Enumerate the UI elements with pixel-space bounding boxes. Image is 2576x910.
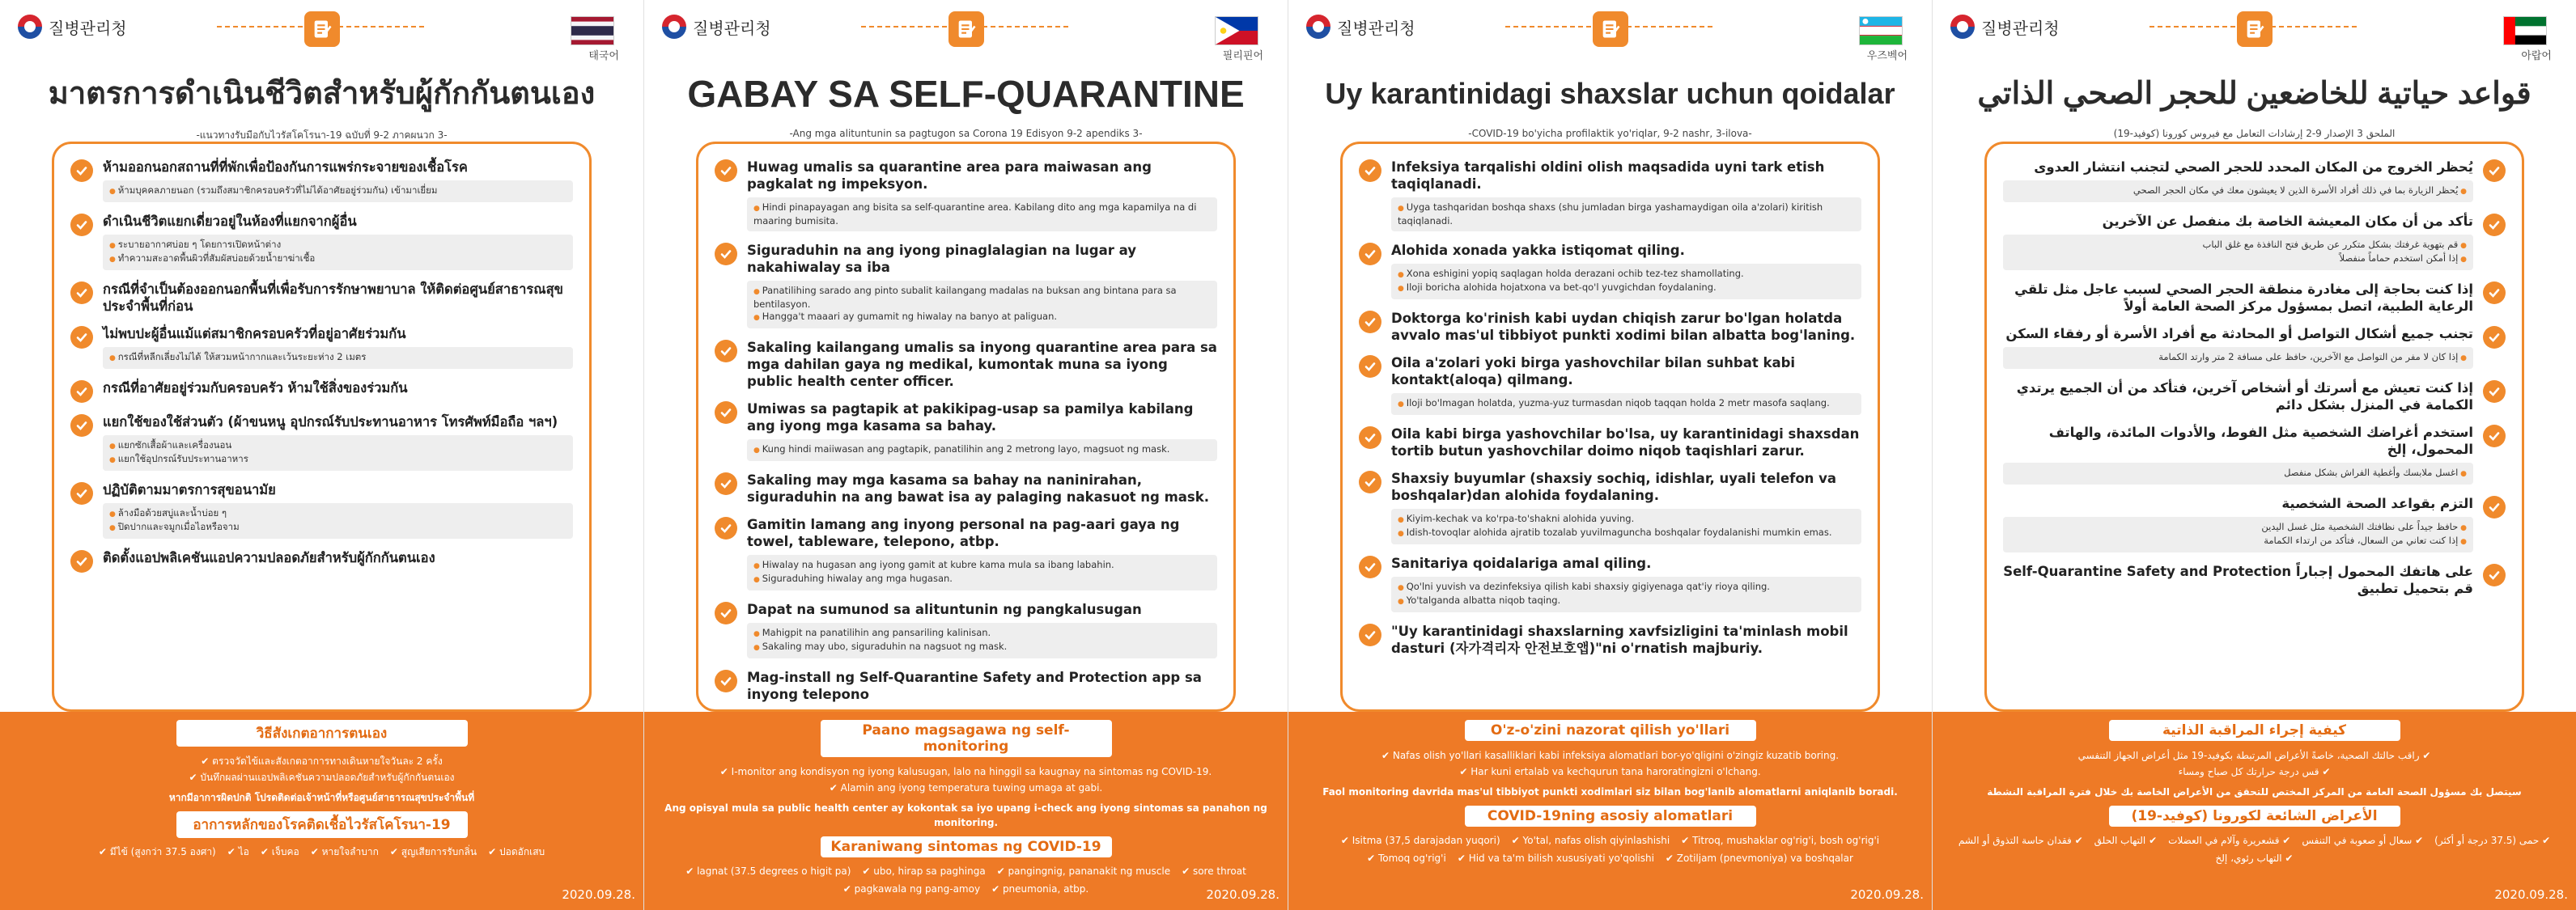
- monitor-line: ✔ قس درجة حرارتك كل صباح ومساء: [1947, 764, 2561, 780]
- rule-heading: Dapat na sumunod sa alituntunin ng pangkalusugan: [747, 602, 1142, 617]
- rule-item: [2003, 159, 2506, 202]
- agency-name: 질병관리청: [1981, 18, 2060, 38]
- rule-heading: ไม่พบปะผู้อื่นแม้แต่สมาชิกครอบครัวที่อยู่อาศัยร่วมกัน: [103, 326, 406, 341]
- detail-line: ● ปิดปากและจมูกเมื่อไอหรือจาม: [109, 521, 567, 535]
- rule-heading: Sakaling may mga kasama sa bahay na naninirahan, siguraduhin na ang bawat isa ay palaging nakasuot ng mask.: [747, 472, 1209, 505]
- check-icon: [1359, 355, 1381, 378]
- check-icon: [2483, 159, 2506, 182]
- issue-date: 2020.09.28.: [1850, 887, 1924, 902]
- check-icon: [70, 550, 93, 573]
- monitoring-footer: [644, 712, 1288, 910]
- symptom-item: ✔ ปอดอักเสบ: [488, 843, 545, 861]
- rule-item: [1359, 555, 1861, 612]
- item-details: [103, 235, 573, 270]
- poster-panel: [0, 0, 644, 910]
- rule-item: [70, 481, 573, 539]
- rule-heading: إذا كنت بحاجة إلى مغادرة منطقة الحجر الصحي لسبب عاجل مثل تلقي الرعاية الطبية، اتصل بمسؤول مركز الصحة العامة أولاً: [2014, 281, 2473, 314]
- symptom-item: ✔ Tomoq og'rig'i: [1367, 849, 1446, 867]
- detail-line: ● ล้างมือด้วยสบู่และน้ำบ่อย ๆ: [109, 507, 567, 521]
- check-icon: [2483, 564, 2506, 586]
- rule-item: [1359, 354, 1861, 415]
- rule-item: [70, 159, 573, 202]
- rule-item: [70, 379, 573, 403]
- symptom-list: [1949, 832, 2560, 867]
- rule-heading: กรณีที่จำเป็นต้องออกนอกพื้นที่เพื่อรับการรักษาพยาบาล ให้ติดต่อศูนย์สาธารณสุขประจำพื้นที่ก่อน: [103, 281, 563, 314]
- item-details: [103, 435, 573, 471]
- check-icon: [70, 214, 93, 236]
- poster-panel: [1288, 0, 1933, 910]
- rule-heading: Mag-install ng Self-Quarantine Safety and Protection app sa inyong telepono: [747, 670, 1202, 702]
- issue-date: 2020.09.28.: [2494, 887, 2568, 902]
- language-label: 태국어: [588, 50, 619, 62]
- check-icon: [1359, 556, 1381, 578]
- rule-heading: กรณีที่อาศัยอยู่ร่วมกับครอบครัว ห้ามใช้สิ่งของร่วมกัน: [103, 380, 408, 396]
- taegeuk-icon: [1306, 15, 1330, 39]
- check-icon: [1359, 159, 1381, 182]
- rule-item: [2003, 213, 2506, 270]
- symptom-item: ✔ التهاب رئوي، إلخ: [2216, 849, 2294, 867]
- check-icon: [715, 472, 737, 495]
- symptoms-title: อาการหลักของโรคติดเชื้อไวรัสโคโรนา-19: [176, 811, 468, 838]
- rule-heading: إذا كنت تعيش مع أسرتك أو أشخاص آخرين، فتأكد من أن الجميع يرتدي الكمامة في المنزل بشكل دائم: [2016, 380, 2473, 413]
- poster-subtitle: الملحق 3 الإصدار 9-2 إرشادات التعامل مع فيروس كورونا (كوفيد-19): [2113, 128, 2396, 139]
- item-details: [747, 439, 1217, 461]
- check-icon: [715, 602, 737, 624]
- rule-item: [715, 159, 1217, 231]
- rule-heading: แยกใช้ของใช้ส่วนตัว (ผ้าขนหนู อุปกรณ์รับประทานอาหาร โทรศัพท์มือถือ ฯลฯ): [103, 414, 558, 430]
- rule-heading: على هاتفك المحمول إجباراً Self-Quarantine Safety and Protection قم بتحميل تطبيق: [2003, 564, 2473, 596]
- symptom-item: ✔ التهاب الحلق: [2094, 832, 2158, 849]
- rule-heading: Doktorga ko'rinish kabi uydan chiqish zarur bo'lgan holatda avvalo mas'ul tibbiyot punkti xodimi bilan albatta bog'laning.: [1391, 311, 1856, 343]
- rule-item: [715, 669, 1217, 703]
- agency-logo: [1306, 15, 1415, 39]
- rule-item: [70, 413, 573, 471]
- rule-item: [70, 549, 573, 573]
- detail-line: ● يُحظر الزيارة بما في ذلك أفراد الأسرة الذين لا يعيشون معك في مكان الحجر الصحي: [2009, 184, 2467, 198]
- monitoring-footer: [1288, 712, 1932, 910]
- check-icon: [1359, 624, 1381, 646]
- agency-name: 질병관리청: [49, 18, 127, 38]
- rule-heading: Sanitariya qoidalariga amal qiling.: [1391, 556, 1652, 571]
- rule-heading: Shaxsiy buyumlar (shaxsiy sochiq, idishlar, uyali telefon va boshqalar)dan alohida foydalaning.: [1391, 471, 1837, 503]
- rule-item: [715, 516, 1217, 590]
- rule-item: [70, 213, 573, 270]
- rule-heading: التزم بقواعد الصحة الشخصية: [2281, 496, 2473, 511]
- symptoms-title: الأعراض الشائعة لكورونا (كوفيد-19): [2109, 806, 2400, 827]
- detail-line: ● Kung hindi maiiwasan ang pagtapik, panatilihin ang 2 metrong layo, magsuot ng mask.: [753, 443, 1211, 457]
- rule-item: [715, 601, 1217, 658]
- rule-item: [2003, 281, 2506, 315]
- symptom-item: ✔ pangingnig, pananakit ng muscle: [997, 862, 1170, 880]
- rule-heading: Alohida xonada yakka istiqomat qiling.: [1391, 243, 1685, 258]
- memo-icon: [1593, 11, 1628, 47]
- rule-item: [1359, 310, 1861, 344]
- item-details: [747, 623, 1217, 658]
- poster-title: GABAY SA SELF-QUARANTINE: [687, 73, 1245, 115]
- rules-card: [52, 142, 592, 712]
- monitor-line: ✔ บันทึกผลผ่านแอปพลิเคชันความปลอดภัยสำหรับผู้กักกันตนเอง: [15, 769, 629, 785]
- check-icon: [1359, 311, 1381, 333]
- memo-icon: [948, 11, 984, 47]
- detail-line: ● إذا كان لا مفر من التواصل مع الآخرين، حافظ على مسافة 2 متر وارتد الكمامة: [2009, 351, 2467, 365]
- symptom-item: ✔ Hid va ta'm bilish xususiyati yo'qolishi: [1458, 849, 1654, 867]
- monitoring-title: O'z-o'zini nazorat qilish yo'llari: [1465, 720, 1756, 741]
- rule-item: [70, 325, 573, 369]
- check-icon: [1359, 243, 1381, 265]
- rule-item: [2003, 563, 2506, 597]
- symptom-item: ✔ Yo'tal, nafas olish qiyinlashishi: [1512, 832, 1670, 849]
- check-icon: [1359, 471, 1381, 493]
- check-icon: [70, 482, 93, 505]
- memo-icon: [2237, 11, 2273, 47]
- issue-date: 2020.09.28.: [1206, 887, 1280, 902]
- country-flag-icon: [1859, 16, 1903, 45]
- rule-heading: Oila a'zolari yoki birga yashovchilar bilan suhbat kabi kontakt(aloqa) qilmang.: [1391, 355, 1796, 387]
- rule-heading: Infeksiya tarqalishi oldini olish maqsadida uyni tark etish taqiqlanadi.: [1391, 159, 1825, 192]
- check-icon: [715, 517, 737, 540]
- rule-heading: Sakaling kailangang umalis sa inyong quarantine area para sa mga dahilan gaya ng medikal, kumontak muna sa iyong public health center officer.: [747, 340, 1217, 389]
- rule-item: [715, 242, 1217, 328]
- item-details: [2003, 235, 2473, 270]
- rule-item: [715, 472, 1217, 506]
- agency-logo: [1950, 15, 2060, 39]
- agency-name: 질병관리청: [693, 18, 771, 38]
- check-icon: [2483, 380, 2506, 403]
- detail-line: ● Sakaling may ubo, siguraduhin na nagsuot ng mask.: [753, 641, 1211, 654]
- monitor-line: ✔ Nafas olish yo'llari kasalliklari kabi infeksiya alomatlari bor-yo'qligini o'zingiz kuzatib boring.: [1303, 747, 1917, 764]
- rules-card: [696, 142, 1236, 712]
- rule-heading: Gamitin lamang ang inyong personal na pag-aari gaya ng towel, tableware, telepono, atbp.: [747, 517, 1180, 549]
- taegeuk-icon: [1950, 15, 1975, 39]
- language-label: 필리핀어: [1222, 50, 1263, 62]
- detail-line: ● Hiwalay na hugasan ang iyong gamit at kubre kama mula sa ibang labahin.: [753, 559, 1211, 573]
- poster-title: Uy karantinidagi shaxslar uchun qoidalar: [1325, 77, 1895, 110]
- monitor-line: ✔ Har kuni ertalab va kechqurun tana haroratingizni o'lchang.: [1303, 764, 1917, 780]
- poster-subtitle: -COVID-19 bo'yicha profilaktik yo'riqlar, 9-2 nashr, 3-ilova-: [1468, 128, 1752, 139]
- monitor-line: ✔ راقب حالتك الصحية، خاصةً الأعراض المرتبطة بكوفيد-19 مثل أعراض الجهاز التنفسي: [1947, 747, 2561, 764]
- check-icon: [715, 401, 737, 424]
- check-icon: [2483, 214, 2506, 236]
- check-icon: [715, 243, 737, 265]
- check-icon: [2483, 425, 2506, 447]
- rule-item: [1359, 242, 1861, 299]
- symptom-item: ✔ Zotiljam (pnevmoniya) va boshqalar: [1666, 849, 1853, 867]
- taegeuk-icon: [18, 15, 42, 39]
- detail-line: ● Siguraduhing hiwalay ang mga hugasan.: [753, 573, 1211, 586]
- symptom-item: ✔ สูญเสียการรับกลิ่น: [390, 843, 477, 861]
- item-details: [1391, 393, 1861, 415]
- detail-line: ● Iloji boricha alohida hojatxona va bet-qo'l yuvgichdan foydalaning.: [1398, 281, 1855, 295]
- detail-line: ● Hangga't maaari ay gumamit ng hiwalay na banyo at paliguan.: [753, 311, 1211, 324]
- item-details: [747, 555, 1217, 590]
- rule-item: [2003, 495, 2506, 552]
- symptom-item: ✔ มีไข้ (สูงกว่า 37.5 องศา): [99, 843, 216, 861]
- detail-line: ● ห้ามบุคคลภายนอก (รวมถึงสมาชิกครอบครัวที่ไม่ได้อาศัยอยู่ร่วมกัน) เข้ามาเยี่ยม: [109, 184, 567, 198]
- detail-line: ● กรณีที่หลีกเลี่ยงไม่ได้ ให้สวมหน้ากากและเว้นระยะห่าง 2 เมตร: [109, 351, 567, 365]
- poster-panel: [1933, 0, 2576, 910]
- detail-line: ● ระบายอากาศบ่อย ๆ โดยการเปิดหน้าต่าง: [109, 239, 567, 252]
- check-icon: [715, 159, 737, 182]
- rule-item: [2003, 424, 2506, 485]
- check-icon: [715, 340, 737, 362]
- rule-item: [1359, 623, 1861, 657]
- monitoring-footer: [1933, 712, 2576, 910]
- memo-icon: [304, 11, 340, 47]
- check-icon: [70, 159, 93, 182]
- monitoring-note: หากมีอาการผิดปกติ โปรดติดต่อเจ้าหน้าที่หรือศูนย์สาธารณสุขประจำพื้นที่: [168, 792, 475, 803]
- check-icon: [70, 380, 93, 403]
- monitor-line: ✔ Alamin ang iyong temperatura tuwing umaga at gabi.: [659, 780, 1273, 796]
- detail-line: ● اغسل ملابسك وأغطية الفراش بشكل منفصل: [2009, 467, 2467, 480]
- rule-item: [715, 400, 1217, 461]
- check-icon: [1359, 426, 1381, 449]
- check-icon: [70, 281, 93, 304]
- item-details: [103, 347, 573, 369]
- symptom-item: ✔ sore throat: [1182, 862, 1246, 880]
- detail-line: ● إذا أمكن استخدم حماماً منفصلاً: [2009, 252, 2467, 266]
- check-icon: [2483, 326, 2506, 349]
- language-label: 아랍어: [2521, 50, 2552, 62]
- check-icon: [2483, 496, 2506, 518]
- monitor-line: ✔ ตรวจวัดไข้และสังเกตอาการทางเดินหายใจวันละ 2 ครั้ง: [15, 753, 629, 769]
- rule-item: [70, 281, 573, 315]
- rule-heading: Huwag umalis sa quarantine area para maiwasan ang pagkalat ng impeksyon.: [747, 159, 1152, 192]
- detail-line: ● إذا كنت تعاني من السعال، فتأكد من ارتداء الكمامة: [2009, 535, 2467, 548]
- rule-heading: Oila kabi birga yashovchilar bo'lsa, uy karantinidagi shaxsdan tortib butun yashovchilar doimo niqob taqishlari zarur.: [1391, 426, 1860, 459]
- symptoms-title: COVID-19ning asosiy alomatlari: [1465, 806, 1756, 827]
- detail-line: ● Kiyim-kechak va ko'rpa-to'shakni alohida yuving.: [1398, 513, 1855, 527]
- poster-panel: [644, 0, 1288, 910]
- symptom-item: ✔ pneumonia, atbp.: [991, 880, 1089, 898]
- detail-line: ● แยกใช้อุปกรณ์รับประทานอาหาร: [109, 453, 567, 467]
- symptom-item: ✔ ubo, hirap sa paghinga: [862, 862, 985, 880]
- rule-heading: ดำเนินชีวิตแยกเดี่ยวอยู่ในห้องที่แยกจากผู้อื่น: [103, 214, 357, 229]
- detail-line: ● ทำความสะอาดพื้นผิวที่สัมผัสบ่อยด้วยน้ำยาฆ่าเชื้อ: [109, 252, 567, 266]
- symptom-item: ✔ Titroq, mushaklar og'rig'i, bosh og'rig'i: [1681, 832, 1879, 849]
- detail-line: ● Iloji bo'lmagan holatda, yuzma-yuz turmasdan niqob taqqan holda 2 metr masofa saqlang.: [1398, 397, 1855, 411]
- symptom-item: ✔ حمى (37.5 درجة أو أكثر): [2434, 832, 2550, 849]
- monitoring-title: Paano magsagawa ng self-monitoring: [821, 720, 1112, 757]
- rule-item: [1359, 425, 1861, 459]
- agency-logo: [662, 15, 771, 39]
- symptom-list: [660, 862, 1271, 898]
- detail-line: ● Yo'talganda albatta niqob taqing.: [1398, 595, 1855, 608]
- item-details: [103, 503, 573, 539]
- symptom-item: ✔ ไอ: [227, 843, 249, 861]
- rule-heading: Umiwas sa pagtapik at pakikipag-usap sa pamilya kabilang ang iyong mga kasama sa bahay.: [747, 401, 1194, 434]
- detail-line: ● حافظ جيداً على نظافتك الشخصية مثل غسل اليدين: [2009, 521, 2467, 535]
- rule-item: [1359, 159, 1861, 231]
- monitoring-footer: [0, 712, 643, 910]
- issue-date: 2020.09.28.: [562, 887, 635, 902]
- agency-logo: [18, 15, 127, 39]
- item-details: [1391, 264, 1861, 299]
- rule-heading: استخدم أغراضك الشخصية مثل الفوط، والأدوات المائدة، والهاتف المحمول، إلخ: [2048, 425, 2473, 457]
- item-details: [2003, 517, 2473, 552]
- detail-line: ● قم بتهوية غرفتك بشكل متكرر عن طريق فتح النافذة مع غلق الباب: [2009, 239, 2467, 252]
- item-details: [2003, 347, 2473, 369]
- symptom-item: ✔ pagkawala ng pang-amoy: [843, 880, 980, 898]
- monitor-line: ✔ I-monitor ang kondisyon ng iyong kalusugan, lalo na hinggil sa kaugnay na sintomas ng COVID-19.: [659, 764, 1273, 780]
- item-details: [1391, 509, 1861, 544]
- symptom-item: ✔ فقدان حاسة التذوق أو الشم: [1959, 832, 2083, 849]
- symptom-item: ✔ เจ็บคอ: [261, 843, 299, 861]
- rule-item: [1359, 470, 1861, 544]
- detail-line: ● Idish-tovoqlar alohida ajratib tozalab yuvilmaguncha boshqalar foydalanishi mumkin emas.: [1398, 527, 1855, 540]
- monitoring-note: سيتصل بك مسؤول الصحة العامة من المركز المختص للتحقق من الأعراض الخاصة بك خلال فترة المراقبة النشطة: [1987, 786, 2522, 798]
- rule-item: [2003, 325, 2506, 369]
- check-icon: [70, 414, 93, 437]
- rules-card: [1340, 142, 1880, 712]
- taegeuk-icon: [662, 15, 686, 39]
- rule-heading: يُحظر الخروج من المكان المحدد للحجر الصحي لتجنب انتشار العدوى: [2034, 159, 2473, 175]
- poster-subtitle: -แนวทางรับมือกับไวรัสโคโรนา-19 ฉบับที่ 9-2 ภาคผนวก 3-: [196, 129, 448, 141]
- agency-name: 질병관리청: [1337, 18, 1415, 38]
- detail-line: ● แยกซักเสื้อผ้าและเครื่องนอน: [109, 439, 567, 453]
- item-details: [747, 197, 1217, 231]
- rule-heading: "Uy karantinidagi shaxslarning xavfsizligini ta'minlash mobil dasturi (자가격리자 안전보호앱)"ni o'rnatish majburiy.: [1391, 624, 1848, 656]
- symptom-item: ✔ หายใจลำบาก: [311, 843, 379, 861]
- item-details: [1391, 577, 1861, 612]
- rules-card: [1984, 142, 2524, 712]
- poster-title: มาตรการดำเนินชีวิตสำหรับผู้กักกันตนเอง: [48, 77, 596, 111]
- rule-heading: تجنب جميع أشكال التواصل أو المحادثة مع أفراد الأسرة أو رفقاء السكن: [2005, 326, 2473, 341]
- detail-line: ● Uyga tashqaridan boshqa shaxs (shu jumladan birga yashamaydigan oila a'zolari) kiritish taqiqlanadi.: [1398, 201, 1855, 227]
- item-details: [2003, 463, 2473, 485]
- country-flag-icon: [2503, 16, 2547, 45]
- detail-line: ● Mahigpit na panatilihin ang pansariling kalinisan.: [753, 627, 1211, 641]
- monitoring-title: كيفية إجراء المراقبة الذاتية: [2109, 720, 2400, 741]
- item-details: [1391, 197, 1861, 231]
- rule-item: [715, 339, 1217, 390]
- symptom-list: [16, 843, 627, 861]
- symptom-item: ✔ قشعريرة وآلام في العضلات: [2168, 832, 2290, 849]
- item-details: [2003, 180, 2473, 202]
- item-details: [747, 281, 1217, 328]
- rule-heading: ปฏิบัติตามมาตรการสุขอนามัย: [103, 482, 276, 497]
- symptom-item: ✔ Isitma (37,5 darajadan yuqori): [1341, 832, 1500, 849]
- check-icon: [70, 326, 93, 349]
- detail-line: ● Hindi pinapayagan ang bisita sa self-quarantine area. Kabilang dito ang mga kapamilya na di maaring bumisita.: [753, 201, 1211, 227]
- country-flag-icon: [571, 16, 614, 45]
- rule-heading: تأكد من أن مكان المعيشة الخاصة بك منفصل عن الآخرين: [2102, 214, 2473, 229]
- symptoms-title: Karaniwang sintomas ng COVID-19: [821, 836, 1112, 857]
- monitoring-title: วิธีสังเกตอาการตนเอง: [176, 720, 468, 747]
- monitoring-note: Ang opisyal mula sa public health center ay kokontak sa iyo upang i-check ang iyong sintomas sa panahon ng monitoring.: [664, 802, 1267, 828]
- rule-item: [2003, 379, 2506, 413]
- poster-title: قواعد حياتية للخاضعين للحجر الصحي الذاتي: [1977, 77, 2531, 111]
- rule-heading: Siguraduhin na ang iyong pinaglalagian na lugar ay nakahiwalay sa iba: [747, 243, 1136, 275]
- check-icon: [715, 670, 737, 692]
- check-icon: [2483, 281, 2506, 304]
- item-details: [103, 180, 573, 202]
- symptom-item: ✔ سعال أو صعوبة في التنفس: [2302, 832, 2423, 849]
- rule-heading: ติดตั้งแอปพลิเคชันแอปความปลอดภัยสำหรับผู้กักกันตนเอง: [103, 550, 435, 565]
- language-label: 우즈벡어: [1866, 50, 1908, 62]
- monitoring-note: Faol monitoring davrida mas'ul tibbiyot punkti xodimlari siz bilan bog'lanib alomatlarni aniqlanib boradi.: [1322, 786, 1898, 798]
- country-flag-icon: [1215, 16, 1258, 45]
- symptom-item: ✔ lagnat (37.5 degrees o higit pa): [685, 862, 851, 880]
- rule-heading: ห้ามออกนอกสถานที่ที่พักเพื่อป้องกันการแพร่กระจายของเชื้อโรค: [103, 159, 468, 175]
- poster-subtitle: -Ang mga alituntunin sa pagtugon sa Corona 19 Edisyon 9-2 apendiks 3-: [789, 128, 1143, 139]
- detail-line: ● Xona eshigini yopiq saqlagan holda derazani ochib tez-tez shamollating.: [1398, 268, 1855, 281]
- detail-line: ● Qo'lni yuvish va dezinfeksiya qilish kabi shaxsiy gigiyenaga qat'iy rioya qiling.: [1398, 581, 1855, 595]
- symptom-list: [1305, 832, 1916, 867]
- detail-line: ● Panatilihing sarado ang pinto subalit kailangang madalas na buksan ang bintana para sa bentilasyon.: [753, 285, 1211, 311]
